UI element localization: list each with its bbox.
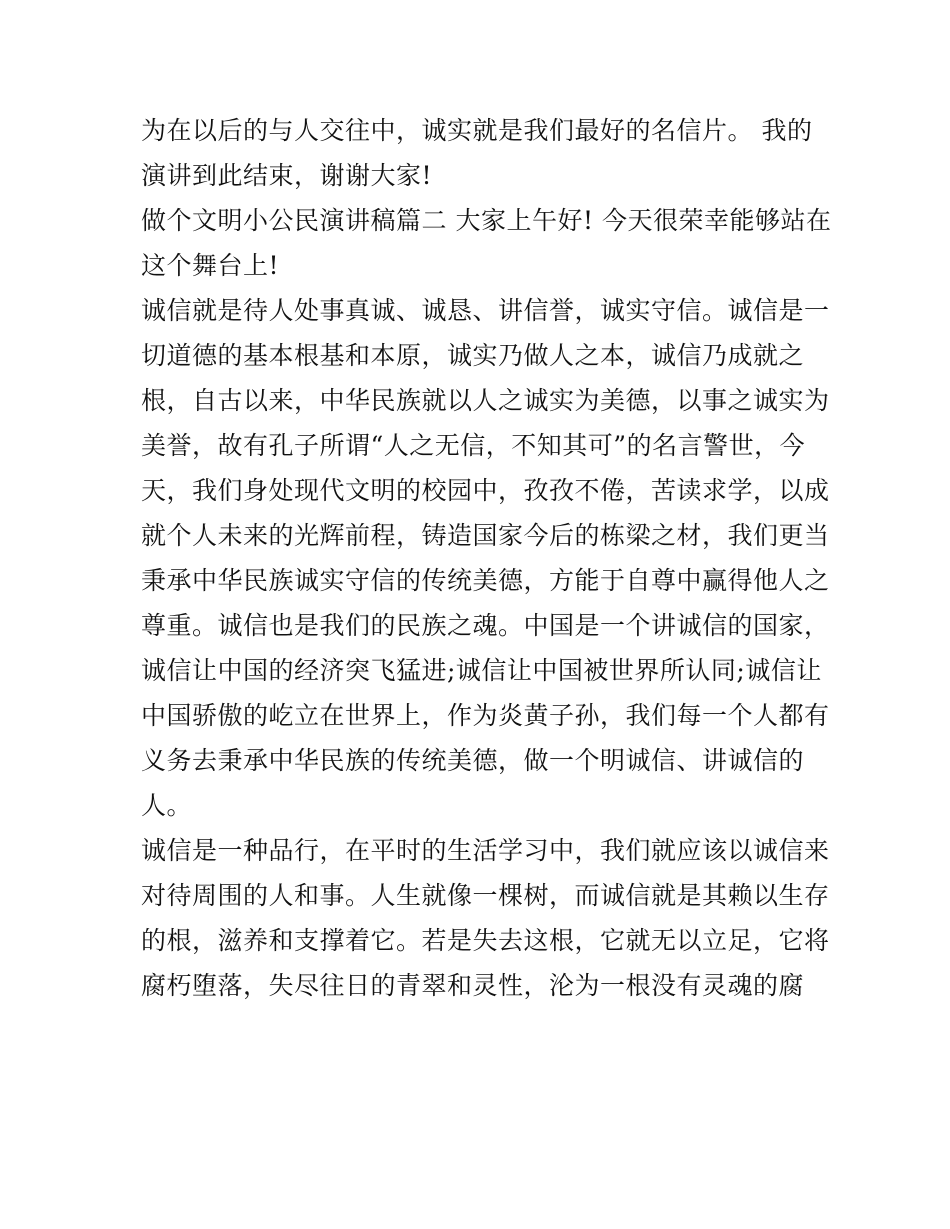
text-line: 秉承中华民族诚实守信的传统美德，方能于自尊中赢得他人之	[141, 566, 830, 595]
text-line: 根，自古以来，中华民族就以人之诚实为美德，以事之诚实为	[141, 386, 830, 415]
text-line: 人。	[141, 791, 193, 820]
text-line: 的根，滋养和支撑着它。若是失去这根，它就无以立足，它将	[141, 926, 830, 955]
text-line: 诚信让中国的经济突飞猛进;诚信让中国被世界所认同;诚信让	[141, 656, 822, 685]
text-line: 美誉，故有孔子所谓“人之无信，不知其可”的名言警世，今	[141, 431, 806, 460]
text-line: 诚信是一种品行，在平时的生活学习中，我们就应该以诚信来	[141, 836, 830, 865]
text-line: 为在以后的与人交往中，诚实就是我们最好的名信片。 我的	[141, 116, 813, 145]
text-line: 义务去秉承中华民族的传统美德，做一个明诚信、讲诚信的	[141, 746, 805, 775]
text-line: 演讲到此结束，谢谢大家!	[141, 161, 433, 190]
text-line: 切道德的基本根基和本原，诚实乃做人之本，诚信乃成就之	[141, 341, 805, 370]
text-line: 尊重。诚信也是我们的民族之魂。中国是一个讲诚信的国家，	[141, 611, 830, 640]
text-line: 中国骄傲的屹立在世界上，作为炎黄子孙，我们每一个人都有	[141, 701, 830, 730]
text-line: 就个人未来的光辉前程，铸造国家今后的栋梁之材，我们更当	[141, 521, 830, 550]
text-line: 天，我们身处现代文明的校园中，孜孜不倦，苦读求学，以成	[141, 476, 830, 505]
speech-text-body	[141, 108, 832, 1008]
text-line: 腐朽堕落，失尽往日的青翠和灵性，沦为一根没有灵魂的腐	[141, 971, 805, 1000]
text-line: 对待周围的人和事。人生就像一棵树，而诚信就是其赖以生存	[141, 881, 830, 910]
text-line: 这个舞台上!	[141, 251, 280, 280]
text-line: 做个文明小公民演讲稿篇二 大家上午好! 今天很荣幸能够站在	[141, 206, 832, 235]
text-line: 诚信就是待人处事真诚、诚恳、讲信誉，诚实守信。诚信是一	[141, 296, 830, 325]
